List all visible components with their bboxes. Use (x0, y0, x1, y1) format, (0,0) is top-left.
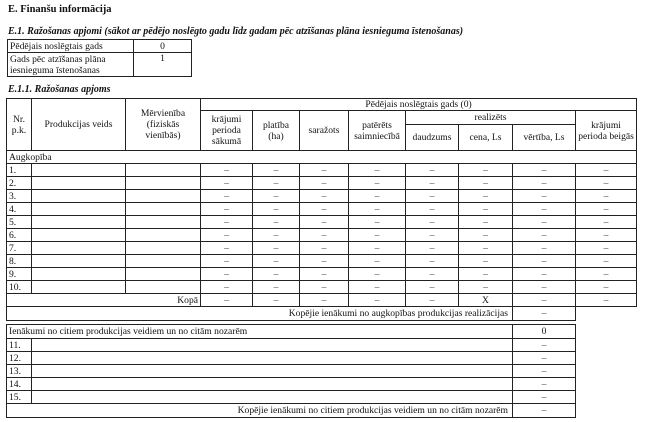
header-stock-end: krājumi perioda beigās (576, 111, 637, 151)
value-cell[interactable]: – (349, 216, 406, 229)
value-cell[interactable]: – (406, 203, 459, 216)
other-total-label: Kopējie ienākumi no citiem produkcijas veidiem un no citām nozarēm (7, 404, 513, 418)
other-value: 0 (513, 325, 576, 339)
total-cell: – (576, 294, 637, 307)
value-cell[interactable]: – (576, 203, 637, 216)
value-cell[interactable]: – (406, 216, 459, 229)
row-number: 5. (7, 216, 32, 229)
value-cell[interactable]: – (253, 255, 300, 268)
row-number: 11. (7, 339, 32, 352)
table-row (7, 216, 637, 229)
header-area: platība (ha) (253, 111, 300, 151)
revenue-blank (576, 307, 637, 321)
unit-cell[interactable] (126, 190, 201, 203)
table-row (7, 190, 637, 203)
value-cell[interactable]: – (459, 216, 513, 229)
row-number: 14. (7, 378, 32, 391)
value-cell[interactable]: – (300, 177, 349, 190)
description-cell[interactable] (32, 391, 513, 404)
e1-row-value: 1 (134, 53, 192, 77)
total-cell: – (201, 294, 253, 307)
row-number: 6. (7, 229, 32, 242)
value-cell[interactable]: – (513, 216, 576, 229)
value-cell[interactable]: – (201, 242, 253, 255)
row-number: 7. (7, 242, 32, 255)
header-quantity: daudzums (406, 125, 459, 151)
value-cell[interactable]: – (253, 203, 300, 216)
value-cell[interactable]: – (253, 242, 300, 255)
e11-table (6, 98, 637, 321)
value-cell[interactable]: – (513, 177, 576, 190)
value-cell[interactable]: – (300, 229, 349, 242)
header-value: vērtība, Ls (513, 125, 576, 151)
value-cell[interactable]: – (513, 281, 576, 294)
e1-row-label: Gads pēc atzīšanas plāna iesnieguma īstenošanas (8, 53, 134, 77)
unit-cell[interactable] (126, 242, 201, 255)
unit-cell[interactable] (126, 281, 201, 294)
value-cell[interactable]: – (349, 268, 406, 281)
value-cell[interactable]: – (201, 281, 253, 294)
total-price: X (459, 294, 513, 307)
table-row (7, 203, 637, 216)
value-cell[interactable]: – (406, 164, 459, 177)
total-label: Kopā (7, 294, 201, 307)
value-cell[interactable]: – (459, 177, 513, 190)
value-cell[interactable]: – (300, 190, 349, 203)
product-cell[interactable] (32, 242, 126, 255)
product-cell[interactable] (32, 281, 126, 294)
value-cell[interactable]: – (459, 164, 513, 177)
table-row (7, 229, 637, 242)
table-row (7, 268, 637, 281)
value-cell[interactable]: – (513, 268, 576, 281)
revenue-label: Kopējie ienākumi no augkopības produkcijas realizācijas (7, 307, 513, 321)
product-cell[interactable] (32, 268, 126, 281)
unit-cell[interactable] (126, 268, 201, 281)
table-row (7, 164, 637, 177)
value-cell[interactable]: – (513, 378, 576, 391)
product-cell[interactable] (32, 164, 126, 177)
product-cell[interactable] (32, 216, 126, 229)
total-cell: – (349, 294, 406, 307)
value-cell[interactable]: – (513, 365, 576, 378)
value-cell[interactable]: – (201, 268, 253, 281)
header-stock-start: krājumi perioda sākumā (201, 111, 253, 151)
product-cell[interactable] (32, 177, 126, 190)
group-label: Augkopība (7, 151, 637, 164)
row-number: 3. (7, 190, 32, 203)
value-cell[interactable]: – (201, 190, 253, 203)
header-unit: Mērvienība (fiziskās vienībās) (126, 99, 201, 151)
row-number: 15. (7, 391, 32, 404)
value-cell[interactable]: – (406, 268, 459, 281)
value-cell[interactable]: – (253, 281, 300, 294)
unit-cell[interactable] (126, 203, 201, 216)
value-cell[interactable]: – (349, 203, 406, 216)
section-title: E. Finanšu informācija (8, 4, 112, 15)
value-cell[interactable]: – (406, 229, 459, 242)
total-cell: – (253, 294, 300, 307)
value-cell[interactable]: – (349, 229, 406, 242)
row-number: 1. (7, 164, 32, 177)
value-cell[interactable]: – (300, 268, 349, 281)
value-cell[interactable]: – (201, 203, 253, 216)
value-cell[interactable]: – (459, 190, 513, 203)
value-cell[interactable]: – (349, 255, 406, 268)
row-number: 10. (7, 281, 32, 294)
product-cell[interactable] (32, 255, 126, 268)
value-cell[interactable]: – (300, 255, 349, 268)
value-cell[interactable]: – (201, 216, 253, 229)
value-cell[interactable]: – (201, 229, 253, 242)
table-row (7, 242, 637, 255)
table-row (7, 339, 576, 352)
other-total-value: – (513, 404, 576, 418)
value-cell[interactable]: – (576, 255, 637, 268)
value-cell[interactable]: – (513, 164, 576, 177)
table-row (7, 352, 576, 365)
unit-cell[interactable] (126, 216, 201, 229)
row-number: 13. (7, 365, 32, 378)
total-cell: – (406, 294, 459, 307)
header-price: cena, Ls (459, 125, 513, 151)
value-cell[interactable]: – (459, 255, 513, 268)
value-cell[interactable]: – (253, 229, 300, 242)
value-cell[interactable]: – (459, 229, 513, 242)
description-cell[interactable] (32, 339, 513, 352)
e1-row-value: 0 (134, 40, 192, 53)
row-number: 2. (7, 177, 32, 190)
value-cell[interactable]: – (576, 268, 637, 281)
value-cell[interactable]: – (459, 281, 513, 294)
value-cell[interactable]: – (576, 216, 637, 229)
value-cell[interactable]: – (349, 190, 406, 203)
value-cell[interactable]: – (253, 177, 300, 190)
value-cell[interactable]: – (513, 391, 576, 404)
row-number: 8. (7, 255, 32, 268)
value-cell[interactable]: – (576, 242, 637, 255)
value-cell[interactable]: – (300, 216, 349, 229)
value-cell[interactable]: – (406, 190, 459, 203)
unit-cell[interactable] (126, 229, 201, 242)
value-cell[interactable]: – (300, 164, 349, 177)
e1-row-label: Pēdējais noslēgtais gads (8, 40, 134, 53)
value-cell[interactable]: – (513, 352, 576, 365)
value-cell[interactable]: – (300, 281, 349, 294)
product-cell[interactable] (32, 203, 126, 216)
table-row (7, 177, 637, 190)
value-cell[interactable]: – (406, 177, 459, 190)
other-table (6, 324, 576, 418)
e1-table (7, 39, 192, 77)
table-row (7, 391, 576, 404)
description-cell[interactable] (32, 352, 513, 365)
revenue-value: – (513, 307, 576, 321)
table-row (7, 378, 576, 391)
value-cell[interactable]: – (406, 255, 459, 268)
product-cell[interactable] (32, 229, 126, 242)
value-cell[interactable]: – (201, 164, 253, 177)
table-row (7, 365, 576, 378)
value-cell[interactable]: – (253, 268, 300, 281)
value-cell[interactable]: – (201, 177, 253, 190)
value-cell[interactable]: – (576, 177, 637, 190)
value-cell[interactable]: – (576, 281, 637, 294)
row-number: 12. (7, 352, 32, 365)
header-sold: realizēts (406, 111, 576, 125)
unit-cell[interactable] (126, 164, 201, 177)
row-number: 4. (7, 203, 32, 216)
table-row (7, 255, 637, 268)
value-cell[interactable]: – (576, 190, 637, 203)
product-cell[interactable] (32, 190, 126, 203)
value-cell[interactable]: – (513, 190, 576, 203)
value-cell[interactable]: – (513, 255, 576, 268)
value-cell[interactable]: – (253, 190, 300, 203)
e11-title: E.1.1. Ražošanas apjoms (8, 84, 111, 95)
value-cell[interactable]: – (459, 268, 513, 281)
unit-cell[interactable] (126, 177, 201, 190)
value-cell[interactable]: – (253, 216, 300, 229)
value-cell[interactable]: – (406, 242, 459, 255)
value-cell[interactable]: – (513, 339, 576, 352)
e1-title: E.1. Ražošanas apjomi (sākot ar pēdējo noslēgto gadu līdz gadam pēc atzīšanas plāna iesnieguma īstenošanas) (8, 26, 464, 37)
value-cell[interactable]: – (459, 203, 513, 216)
value-cell[interactable]: – (300, 203, 349, 216)
total-cell: – (300, 294, 349, 307)
value-cell[interactable]: – (576, 164, 637, 177)
value-cell[interactable]: – (406, 281, 459, 294)
unit-cell[interactable] (126, 255, 201, 268)
value-cell[interactable]: – (300, 242, 349, 255)
description-cell[interactable] (32, 378, 513, 391)
other-label: Ienākumi no citiem produkcijas veidiem un no citām nozarēm (7, 325, 513, 339)
value-cell[interactable]: – (513, 229, 576, 242)
value-cell[interactable]: – (513, 242, 576, 255)
header-consumed: patērēts saimniecībā (349, 111, 406, 151)
value-cell[interactable]: – (201, 255, 253, 268)
value-cell[interactable]: – (459, 242, 513, 255)
value-cell[interactable]: – (349, 242, 406, 255)
header-product: Produkcijas veids (32, 99, 126, 151)
value-cell[interactable]: – (349, 281, 406, 294)
header-produced: saražots (300, 111, 349, 151)
value-cell[interactable]: – (253, 164, 300, 177)
total-cell: – (513, 294, 576, 307)
value-cell[interactable]: – (513, 203, 576, 216)
value-cell[interactable]: – (349, 164, 406, 177)
header-nr: Nr. p.k. (7, 99, 32, 151)
row-number: 9. (7, 268, 32, 281)
value-cell[interactable]: – (576, 229, 637, 242)
header-last-year: Pēdējais noslēgtais gads (0) (201, 99, 637, 111)
description-cell[interactable] (32, 365, 513, 378)
value-cell[interactable]: – (349, 177, 406, 190)
table-row (7, 281, 637, 294)
